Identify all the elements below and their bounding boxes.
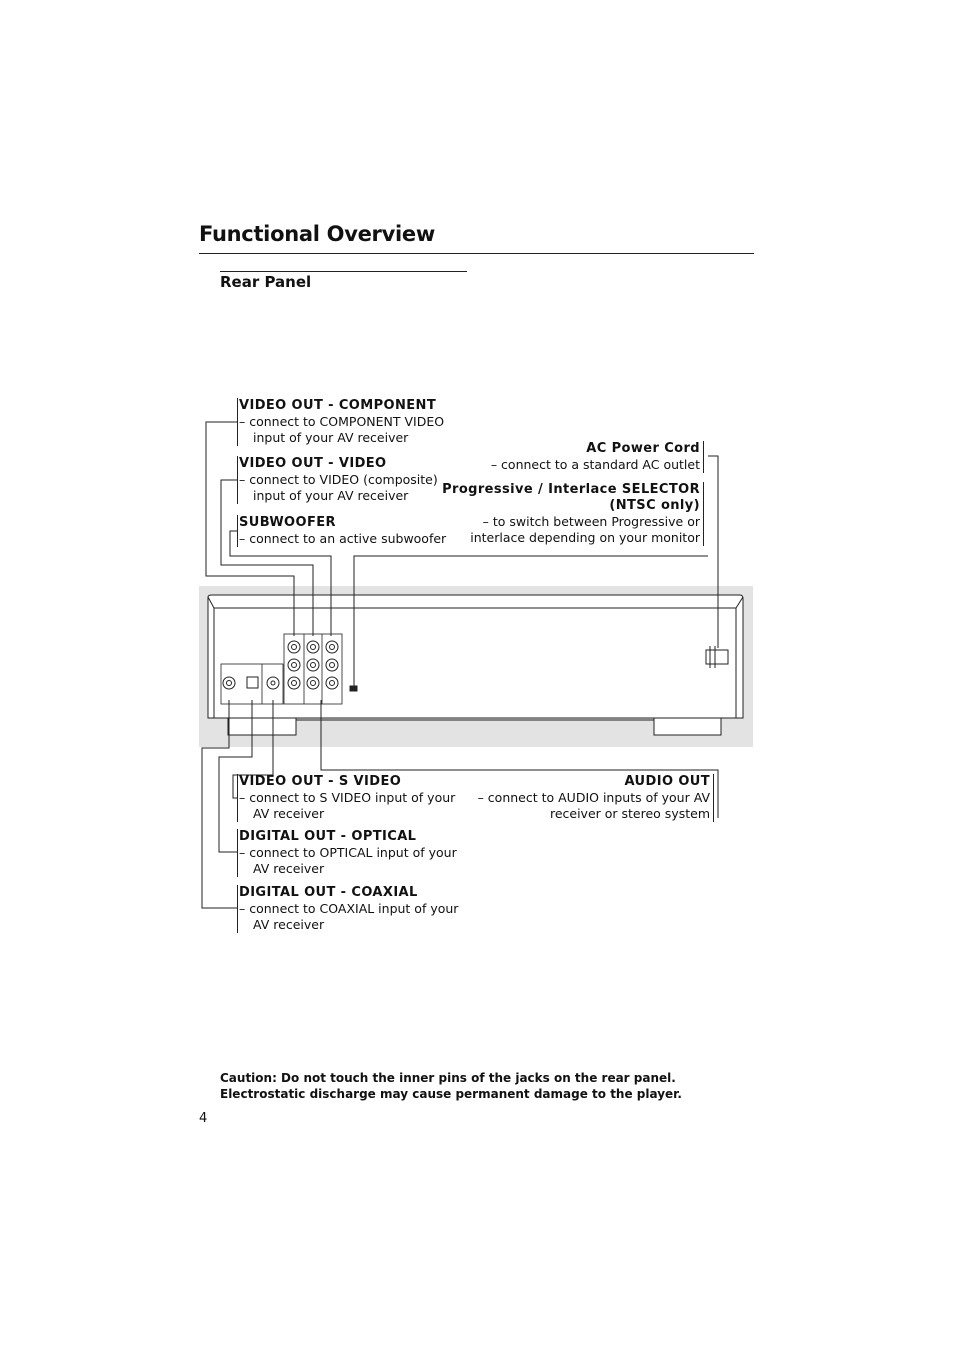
callout-audio-out bbox=[478, 774, 714, 822]
callout-subwoofer bbox=[237, 515, 446, 547]
callout-video bbox=[237, 456, 438, 504]
callout-optical bbox=[237, 829, 457, 877]
callout-text: – connect to AUDIO inputs of your AV bbox=[477, 790, 710, 805]
callout-text: interlace depending on your monitor bbox=[470, 530, 700, 545]
callout-text: input of your AV receiver bbox=[253, 488, 409, 503]
callout-text: – connect to COMPONENT VIDEO bbox=[239, 414, 445, 429]
callout-text: input of your AV receiver bbox=[253, 430, 409, 445]
callout-text: AV receiver bbox=[253, 917, 325, 932]
callout-text: – connect to OPTICAL input of your bbox=[239, 845, 457, 860]
callout-text: AV receiver bbox=[253, 861, 325, 876]
caution-line: Electrostatic discharge may cause permanent damage to the player. bbox=[220, 1087, 682, 1101]
callout-text: – connect to an active subwoofer bbox=[239, 531, 447, 546]
callout-heading: DIGITAL OUT - COAXIAL bbox=[239, 885, 418, 900]
page-number: 4 bbox=[199, 1111, 208, 1126]
caution-line: Caution: Do not touch the inner pins of the jacks on the rear panel. bbox=[220, 1071, 676, 1085]
callout-heading: AC Power Cord bbox=[586, 441, 700, 456]
callout-selector bbox=[442, 482, 704, 546]
callout-text: receiver or stereo system bbox=[549, 806, 710, 821]
callout-text: AV receiver bbox=[253, 806, 325, 821]
callout-ac-power bbox=[491, 441, 704, 473]
callout-component bbox=[237, 398, 444, 446]
page-title: Functional Overview bbox=[199, 222, 435, 246]
callout-svideo bbox=[237, 774, 455, 822]
callout-heading: (NTSC only) bbox=[609, 498, 700, 513]
callout-heading: VIDEO OUT - VIDEO bbox=[239, 456, 387, 471]
callout-heading: VIDEO OUT - COMPONENT bbox=[239, 398, 437, 413]
callout-coaxial bbox=[237, 885, 458, 933]
callout-heading: DIGITAL OUT - OPTICAL bbox=[239, 829, 417, 844]
callout-heading: AUDIO OUT bbox=[624, 774, 710, 789]
callout-heading: VIDEO OUT - S VIDEO bbox=[239, 774, 402, 789]
callout-text: – connect to S VIDEO input of your bbox=[239, 790, 456, 805]
section-title: Rear Panel bbox=[220, 273, 312, 291]
callout-text: – connect to COAXIAL input of your bbox=[239, 901, 459, 916]
callout-heading: SUBWOOFER bbox=[239, 515, 336, 530]
callout-heading: Progressive / Interlace SELECTOR bbox=[442, 482, 700, 497]
caution-note bbox=[220, 1070, 682, 1102]
callout-text: – to switch between Progressive or bbox=[482, 514, 700, 529]
callout-text: – connect to VIDEO (composite) bbox=[239, 472, 438, 487]
callout-text: – connect to a standard AC outlet bbox=[490, 457, 700, 472]
